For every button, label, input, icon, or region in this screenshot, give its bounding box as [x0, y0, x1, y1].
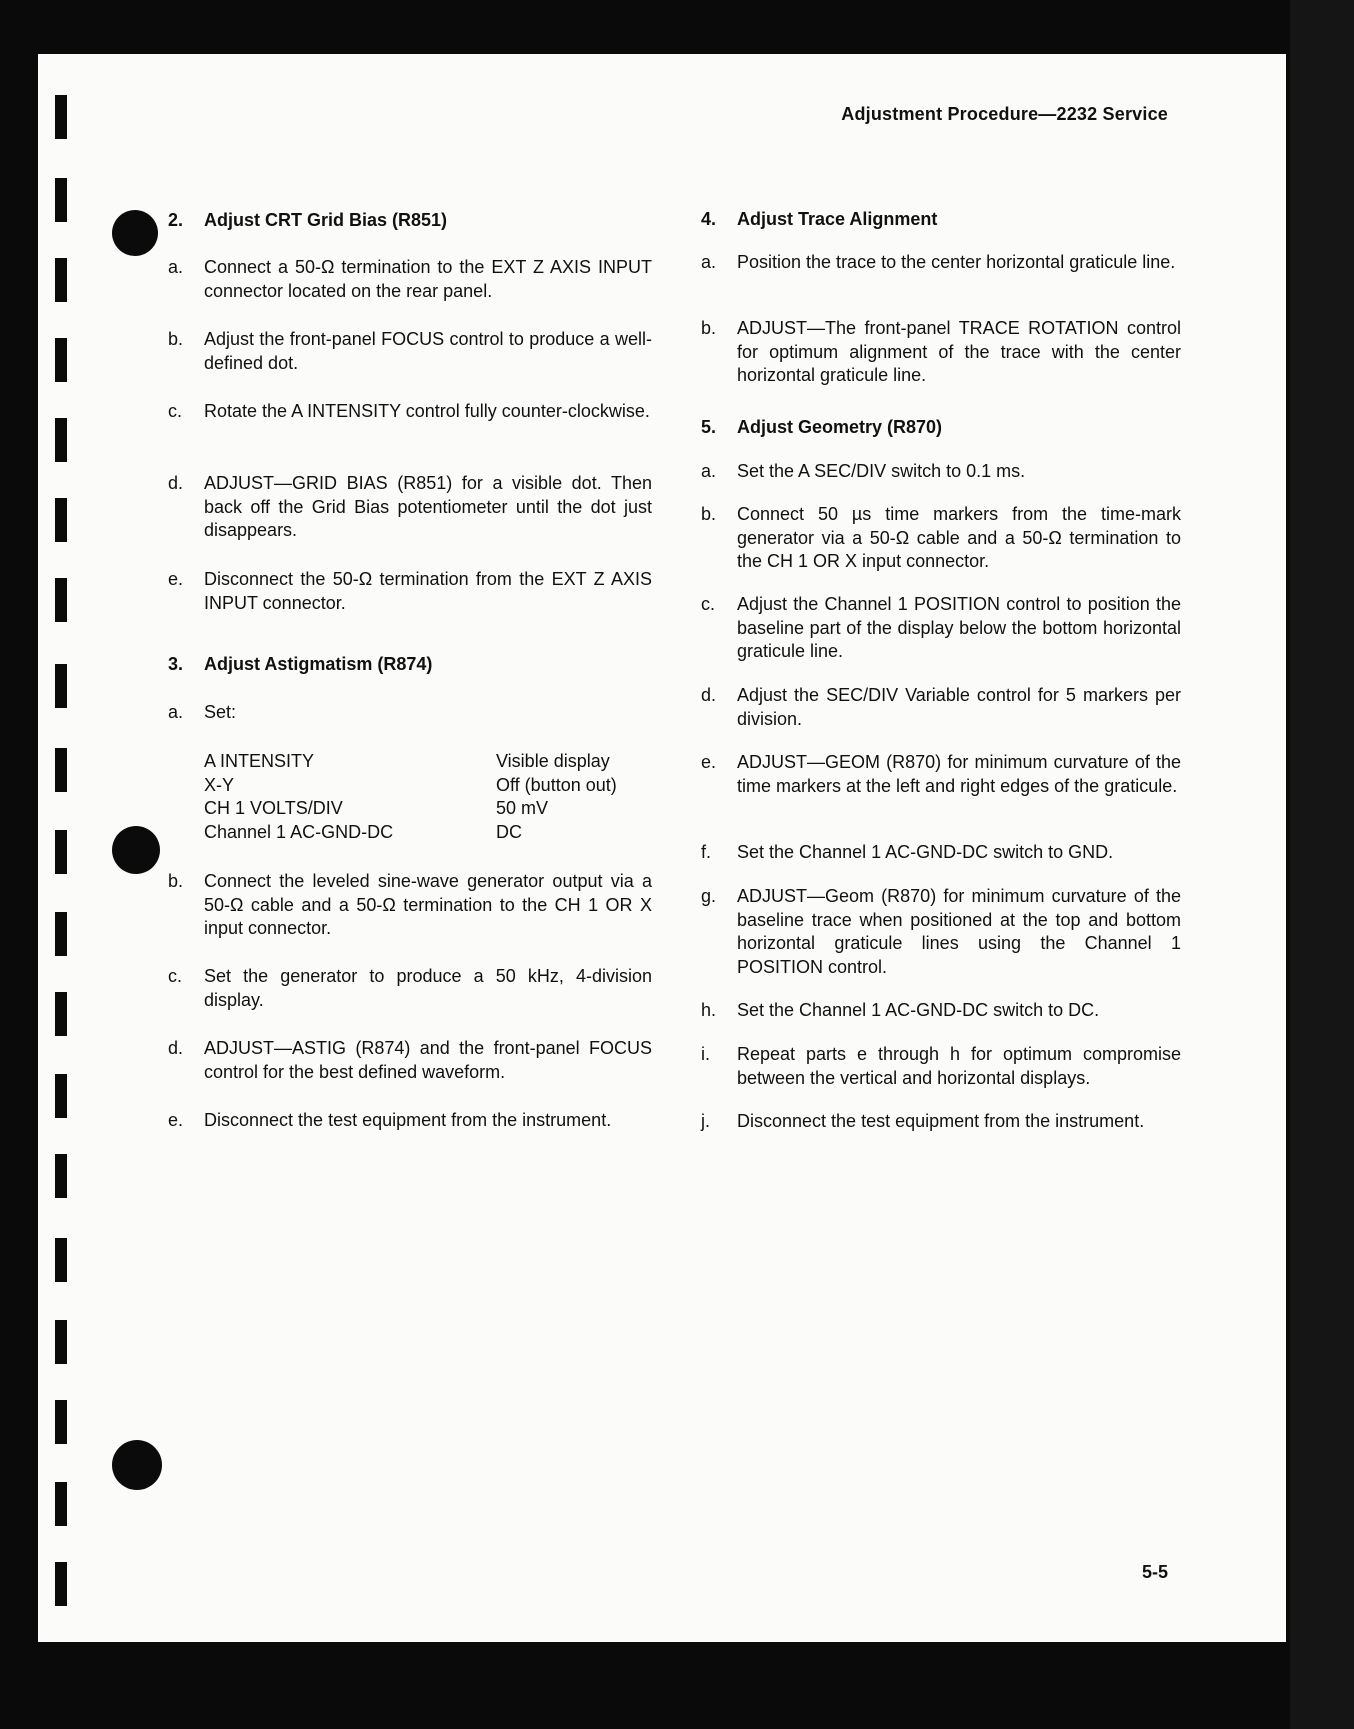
- item-label: e.: [168, 569, 184, 589]
- binder-mark: [55, 1238, 67, 1282]
- binder-mark: [55, 1400, 67, 1444]
- list-item: [168, 472, 652, 543]
- item-text: ADJUST—The front-panel TRACE ROTATION control for optimum alignment of the trace with the center horizontal graticule line.: [737, 318, 1181, 385]
- list-item: [701, 251, 1181, 275]
- item-text: ADJUST—GRID BIAS (R851) for a visible dot. Then back off the Grid Bias potentiometer until the dot just disappears.: [204, 473, 652, 540]
- item-text: Set the Channel 1 AC-GND-DC switch to GND.: [737, 842, 1114, 862]
- item-text: Set the A SEC/DIV switch to 0.1 ms.: [737, 461, 1026, 481]
- list-item: [168, 1037, 652, 1084]
- setting-name: CH 1 VOLTS/DIV: [204, 798, 343, 818]
- item-label: c.: [168, 966, 183, 986]
- setting-value: DC: [496, 821, 522, 842]
- item-label: d.: [168, 473, 184, 493]
- item-label: g.: [701, 886, 717, 906]
- punch-hole: [112, 210, 158, 256]
- settings-table: [204, 750, 652, 845]
- setting-name: Channel 1 AC-GND-DC: [204, 821, 394, 842]
- list-item: [168, 328, 652, 375]
- list-item: [701, 1043, 1181, 1090]
- section-title: Adjust Geometry (R870): [737, 417, 943, 437]
- running-header: Adjustment Procedure—2232 Service: [841, 104, 1168, 124]
- binder-mark: [55, 338, 67, 382]
- setting-value: Visible display: [496, 751, 610, 771]
- binder-mark: [55, 992, 67, 1036]
- item-label: c.: [168, 401, 183, 421]
- item-text: Repeat parts e through h for optimum compromise between the vertical and horizontal displays.: [737, 1044, 1181, 1088]
- list-item: [168, 870, 652, 941]
- section-title: Adjust Astigmatism (R874): [204, 654, 433, 674]
- list-item: [168, 701, 652, 725]
- binder-mark: [55, 178, 67, 222]
- item-text: Position the trace to the center horizontal graticule line.: [737, 252, 1176, 272]
- list-item: [168, 1109, 652, 1133]
- item-label: i.: [701, 1044, 710, 1064]
- setting-name: A INTENSITY: [204, 751, 315, 771]
- list-item: [701, 317, 1181, 388]
- setting-name: X-Y: [204, 774, 235, 795]
- binder-mark: [55, 664, 67, 708]
- section-3-heading: [168, 654, 433, 675]
- item-label: d.: [701, 685, 717, 705]
- item-text: Connect 50 µs time markers from the time-mark generator via a 50-Ω cable and a 50-Ω termination to the CH 1 OR X input connector.: [737, 504, 1181, 571]
- section-number: 3.: [168, 654, 184, 674]
- item-text: Disconnect the test equipment from the instrument.: [204, 1110, 612, 1130]
- item-label: e.: [701, 752, 717, 772]
- document-page: [38, 54, 1286, 1642]
- list-item: [701, 885, 1181, 979]
- item-label: a.: [168, 702, 184, 722]
- binder-mark: [55, 258, 67, 302]
- item-text: Set:: [204, 702, 237, 722]
- item-text: Adjust the SEC/DIV Variable control for 5 markers per division.: [737, 685, 1181, 729]
- list-item: [701, 593, 1181, 664]
- list-item: [168, 568, 652, 615]
- section-2-heading: [168, 210, 448, 231]
- page-number: 5-5: [1141, 1562, 1168, 1582]
- item-text: Set the generator to produce a 50 kHz, 4-division display.: [204, 966, 652, 1010]
- list-item: [168, 965, 652, 1012]
- setting-value: Off (button out): [496, 774, 617, 795]
- binder-mark: [55, 1482, 67, 1526]
- item-text: Rotate the A INTENSITY control fully counter-clockwise.: [204, 401, 650, 421]
- list-item: [701, 684, 1181, 731]
- section-number: 4.: [701, 209, 717, 229]
- item-text: Adjust the front-panel FOCUS control to produce a well-defined dot.: [204, 329, 652, 373]
- punch-hole: [112, 826, 160, 874]
- item-label: f.: [701, 842, 712, 862]
- item-label: e.: [168, 1110, 184, 1130]
- item-text: Connect a 50-Ω termination to the EXT Z AXIS INPUT connector located on the rear panel.: [204, 257, 652, 301]
- binder-mark: [55, 578, 67, 622]
- item-text: ADJUST—Geom (R870) for minimum curvature of the baseline trace when positioned at the top and bottom horizontal graticule lines using the Channel 1 POSITION control.: [737, 886, 1181, 977]
- item-label: a.: [701, 461, 717, 481]
- item-label: c.: [701, 594, 716, 614]
- item-label: b.: [701, 504, 717, 524]
- list-item: [701, 460, 1181, 484]
- item-label: b.: [168, 329, 184, 349]
- item-label: d.: [168, 1038, 184, 1058]
- item-label: b.: [168, 871, 184, 891]
- list-item: [701, 751, 1181, 798]
- list-item: [701, 841, 1181, 865]
- item-text: Connect the leveled sine-wave generator output via a 50-Ω cable and a 50-Ω termination to the CH 1 OR X input connector.: [204, 871, 652, 938]
- item-label: j.: [701, 1111, 710, 1131]
- section-number: 2.: [168, 210, 184, 230]
- item-text: Disconnect the test equipment from the instrument.: [737, 1111, 1145, 1131]
- item-label: a.: [168, 257, 184, 277]
- binder-mark: [55, 498, 67, 542]
- punch-hole: [112, 1440, 162, 1490]
- item-text: Adjust the Channel 1 POSITION control to position the baseline part of the display below the bottom horizontal graticule line.: [737, 594, 1181, 661]
- list-item: [701, 999, 1181, 1023]
- binder-mark: [55, 1320, 67, 1364]
- scan-edge-right: [1290, 0, 1354, 1729]
- item-text: ADJUST—GEOM (R870) for minimum curvature of the time markers at the left and right edges of the graticule.: [737, 752, 1181, 796]
- binder-mark: [55, 1562, 67, 1606]
- binder-mark: [55, 1074, 67, 1118]
- item-text: Disconnect the 50-Ω termination from the EXT Z AXIS INPUT connector.: [204, 569, 652, 613]
- binder-mark: [55, 418, 67, 462]
- item-label: h.: [701, 1000, 717, 1020]
- binder-mark: [55, 830, 67, 874]
- binder-mark: [55, 748, 67, 792]
- section-title: Adjust CRT Grid Bias (R851): [204, 210, 448, 230]
- binder-mark: [55, 95, 67, 139]
- section-5-heading: [701, 417, 943, 438]
- section-4-heading: [701, 209, 938, 230]
- list-item: [701, 503, 1181, 574]
- section-title: Adjust Trace Alignment: [737, 209, 938, 229]
- setting-value: 50 mV: [496, 798, 549, 818]
- item-label: b.: [701, 318, 717, 338]
- binder-mark: [55, 1154, 67, 1198]
- list-item: [168, 256, 652, 303]
- item-label: a.: [701, 252, 717, 272]
- list-item: [168, 400, 652, 424]
- section-number: 5.: [701, 417, 717, 437]
- binder-mark: [55, 912, 67, 956]
- list-item: [701, 1110, 1181, 1134]
- item-text: ADJUST—ASTIG (R874) and the front-panel FOCUS control for the best defined waveform.: [204, 1038, 652, 1082]
- item-text: Set the Channel 1 AC-GND-DC switch to DC.: [737, 1000, 1100, 1020]
